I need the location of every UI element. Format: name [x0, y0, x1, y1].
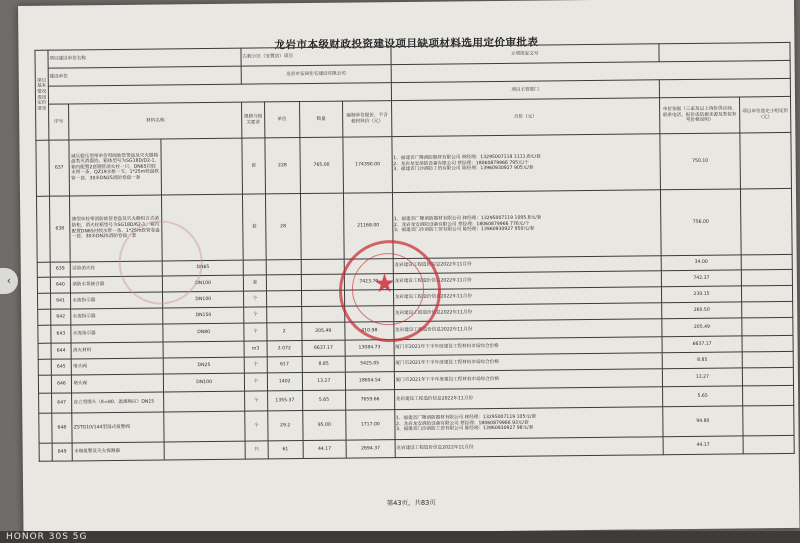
cell-qty: 2.072 — [267, 341, 302, 357]
cell-unit-price — [301, 259, 345, 274]
cell-unit: 个 — [245, 391, 268, 411]
cell-unit — [243, 260, 266, 275]
cell-unit-price: 765.00 — [299, 137, 343, 193]
cell-supplier: 厦门市2021年下半年度建设工程材料市场综合价格 — [394, 369, 662, 390]
cell-approved: 5.65 — [662, 386, 743, 407]
cell-approved: 260.50 — [661, 302, 742, 319]
cell-total: 410.98 — [345, 322, 394, 341]
cell-approved: 742.37 — [661, 270, 742, 287]
side-label: 项目基本情况选用定价清单 — [35, 50, 49, 140]
cell-unit-price: 6637.17 — [302, 340, 346, 356]
cell-no: 645 — [51, 359, 72, 375]
cell-approved: 13.27 — [662, 368, 743, 387]
cell-spec: DN100 — [164, 373, 245, 392]
cell-approved: 230.15 — [661, 286, 742, 303]
cell-total: 174390.00 — [343, 137, 392, 194]
cell-remark — [741, 188, 792, 255]
cell-spec: DN25 — [164, 357, 245, 374]
cell-supplier: 龙岩建设工程造价信息2022年11月份 — [393, 303, 661, 322]
col-no: 序号 — [48, 104, 69, 140]
cell-name: 薄型单栓带消防软管卷盘及灭火器组合式消防柜，消火栓箱型号为SG18D/62-1，箱内配置DN65衬胶水带一条，1*25m软管卷盘一套，30米DN25消防卷盘一套 — [70, 195, 163, 262]
previous-image-button[interactable]: ‹ — [0, 268, 18, 294]
cell-approved: 34.00 — [661, 255, 742, 271]
col-total: 合价（元） — [391, 98, 659, 137]
cell-name: 消防水泵接合器 — [71, 276, 163, 293]
cell-supplier: 厦门市2021年下半年度建设工程材料市场综合价格 — [394, 337, 662, 356]
cell-supplier: 1、福建省广隆消防器材有限公司 林经理：13295007119 1095.8元/套 2、龙岩龙安消防设备有限公司 蔡经理：18060879966 776元/个 3、福建省门沙消防工贸有限公司 陈经理：13960930927 950元/套 — [392, 190, 661, 259]
cell-remark — [741, 254, 792, 270]
cell-supplier: 龙岩建设工程造价信息2022年11月份 — [393, 319, 661, 340]
cell-unit: 只 — [245, 441, 268, 459]
cell-qty — [266, 291, 301, 307]
cell-supplier: 1、福建省广隆消防器材有限公司 林经理：13295007119 1111.8元/套 2、龙岩龙安消防设备有限公司 蔡经理：18060879966 795元/个 3、福建省门沙消防工贸有限公司 陈经理：13960930927 905元/套 — [391, 134, 660, 193]
cell-qty: 617 — [267, 357, 302, 373]
cell-unit: 个 — [244, 307, 267, 323]
cell-remark — [740, 132, 791, 189]
cell-approved: 94.80 — [662, 406, 743, 437]
cell-total: 18604.54 — [346, 372, 395, 391]
cell-no: 649 — [52, 443, 73, 461]
cell-remark — [742, 335, 793, 352]
cell-name: 水流指示器 — [71, 292, 163, 309]
cell-approved: 756.00 — [660, 189, 741, 256]
cell-qty: 61 — [268, 441, 303, 459]
cell-spec — [164, 391, 245, 412]
cell-no: 644 — [51, 343, 72, 359]
cell-no: 648 — [51, 413, 72, 443]
cell-spec: DN150 — [163, 307, 244, 324]
cell-supplier: 龙岩建设工程造价信息2022年11月份 — [395, 437, 663, 458]
cell-total: 21168.00 — [344, 193, 393, 260]
faded-stamp — [118, 220, 203, 305]
col-qty: 数量 — [299, 101, 343, 137]
cell-approved: 750.10 — [660, 133, 741, 190]
cell-unit: 个 — [245, 411, 268, 441]
cell-remark — [742, 269, 793, 286]
cell-qty — [266, 260, 301, 275]
table-row — [36, 132, 792, 196]
cell-no: 642 — [50, 309, 71, 325]
cell-name: ZSTG10/144型湿式报警阀 — [72, 412, 164, 443]
cell-spec — [163, 341, 244, 358]
cell-no: 638 — [49, 196, 70, 262]
cell-unit-price — [301, 274, 345, 290]
cell-unit-price — [301, 290, 345, 306]
cell-approved: 205.49 — [662, 318, 743, 337]
cell-unit: 套 — [242, 138, 266, 194]
cell-remark — [742, 301, 793, 318]
cell-qty: 1402 — [267, 373, 302, 391]
project-leader-label: 项目主管部门 — [391, 80, 659, 101]
cell-total — [345, 290, 394, 307]
cell-unit-price: 13.27 — [302, 372, 346, 390]
col-spec: 规格与相关要求 — [242, 102, 265, 138]
cell-qty — [266, 275, 301, 291]
cell-no: 637 — [49, 140, 70, 196]
cell-supplier: 龙岩建设工程造价信息2022年11月份 — [393, 287, 661, 306]
cell-total: 13084.73 — [345, 340, 394, 357]
cell-unit: 个 — [244, 323, 267, 341]
cell-no: 647 — [51, 393, 72, 413]
cell-spec — [161, 138, 242, 195]
col-name: 材料名称 — [69, 102, 242, 140]
cell-no: 640 — [50, 277, 71, 293]
cell-supplier: 龙岩建设工程造价信息2022年11月份 — [393, 256, 661, 274]
cell-total: 7423.70 — [345, 274, 394, 291]
document-title: 龙岩市本级财政投资建设项目缺项材料选用定价审批表 — [274, 36, 539, 52]
cell-unit: 个 — [244, 373, 267, 391]
document-page — [18, 0, 800, 536]
cell-no: 641 — [50, 293, 71, 309]
cell-unit-price — [301, 306, 345, 322]
cell-spec: DN100 — [163, 275, 244, 292]
cell-name: 水流指示器 — [71, 324, 163, 343]
cell-supplier: 龙岩建设工程造价信息2022年11月份 — [394, 387, 662, 410]
cell-qty — [267, 307, 302, 323]
construction-unit-label: 建设单位 — [48, 66, 242, 86]
cell-name: 试验消火栓 — [71, 261, 163, 277]
cell-qty: 1355.37 — [268, 391, 303, 411]
cell-supplier: 1、福建省广隆消防器材有限公司 林经理：13295007119 105元/套 2、龙岩龙安消防设备有限公司 蔡经理：18060879966 93元/套 3、福建省门沙消防工贸有限公司 陈经理：13960930927 98元/套 — [394, 407, 662, 440]
cell-qty: 29.2 — [268, 411, 303, 441]
cell-total: 5425.05 — [345, 356, 394, 373]
cell-remark — [742, 351, 793, 368]
cell-unit: m3 — [244, 341, 267, 357]
cell-total: 1717.00 — [346, 410, 395, 441]
project-name-label: 项目建设单位名称 — [48, 48, 242, 68]
cell-remark — [743, 405, 794, 436]
cell-qty: 2 — [267, 323, 302, 341]
col-unit-price: 编制单位提价，不含税材料价（元） — [343, 101, 392, 138]
company-seal: ★ — [338, 240, 441, 343]
camera-watermark: HONOR 30S 5G — [0, 531, 800, 543]
cell-total — [345, 306, 394, 323]
cell-name: 堵头阀 — [72, 374, 164, 393]
cell-remark — [743, 435, 794, 454]
cell-spec — [164, 441, 245, 460]
cell-remark — [742, 317, 793, 336]
cell-name: 末端报警及灭火探测器 — [72, 442, 164, 461]
cell-name: 直立型喷头（K=80，温感响应）DN15 — [72, 392, 164, 413]
cell-remark — [743, 385, 794, 406]
col-approved: 项目单位选定小组定价（元） — [740, 96, 791, 133]
cell-approved: 6637.17 — [662, 336, 743, 353]
cell-qty: 28 — [265, 194, 300, 260]
cell-unit-price: 8.85 — [302, 356, 346, 372]
cell-supplier: 厦门市2021年下半年度建设工程材料市场综合价格 — [394, 353, 662, 372]
cell-spec: DN80 — [163, 323, 244, 342]
cell-name: 水流指示器 — [71, 308, 163, 325]
cell-total — [344, 259, 393, 275]
cell-no: 639 — [50, 262, 71, 277]
cell-unit: 套 — [242, 194, 266, 260]
cell-no: 646 — [51, 375, 72, 393]
cell-spec: DN65 — [163, 260, 244, 276]
cell-no: 643 — [51, 325, 72, 343]
cell-spec: DN100 — [163, 291, 244, 308]
cell-unit-price: 5.65 — [302, 390, 346, 410]
cell-unit: 个 — [244, 357, 267, 373]
cell-name: 堵头阀 — [72, 358, 164, 375]
cell-unit-price: 205.49 — [301, 322, 345, 340]
cell-remark — [743, 367, 794, 386]
cell-unit-price: 95.00 — [302, 410, 346, 440]
cell-qty: 228 — [265, 138, 300, 194]
cell-remark — [742, 285, 793, 302]
project-name-value: 古蛟小区（安置房）项目 — [241, 47, 391, 67]
cell-total: 2694.37 — [346, 440, 395, 459]
cell-total: 7659.66 — [346, 390, 395, 411]
cell-approved: 44.17 — [663, 436, 744, 455]
cell-unit-price: 44.17 — [303, 440, 347, 458]
cell-unit: 个 — [243, 291, 266, 307]
construction-unit-value: 龙岩市安居住宅建设有限公司 — [241, 65, 391, 85]
approval-no-label: 立项批复文号 — [391, 44, 659, 65]
col-supplier: 单价依据（三家及以上询价供应商、联系电话、报价或依据来源及类似参考价格说明） — [659, 97, 740, 134]
page-number: 第43页，共83页 — [386, 498, 436, 508]
cell-spec — [164, 411, 245, 442]
cell-unit: 套 — [243, 275, 266, 291]
cell-name: 消火材料 — [71, 342, 163, 359]
cell-unit-price — [300, 193, 344, 259]
col-unit: 单位 — [265, 102, 300, 138]
cell-supplier: 龙岩建设工程造价信息2022年11月份 — [393, 271, 661, 290]
cell-name: 减压稳压型带单价带阀软管带盘及灭火器箱盘类灭消器挡，箱体型号为SG18D/D2-1，箱内配置2套钢管消火栓一只，DN65衬胶水带一条，QZ19水枪一支，1*25m转盘软管一套，30米DN25消防卷盘一套 — [69, 139, 162, 196]
cell-approved: 8.85 — [662, 352, 743, 369]
